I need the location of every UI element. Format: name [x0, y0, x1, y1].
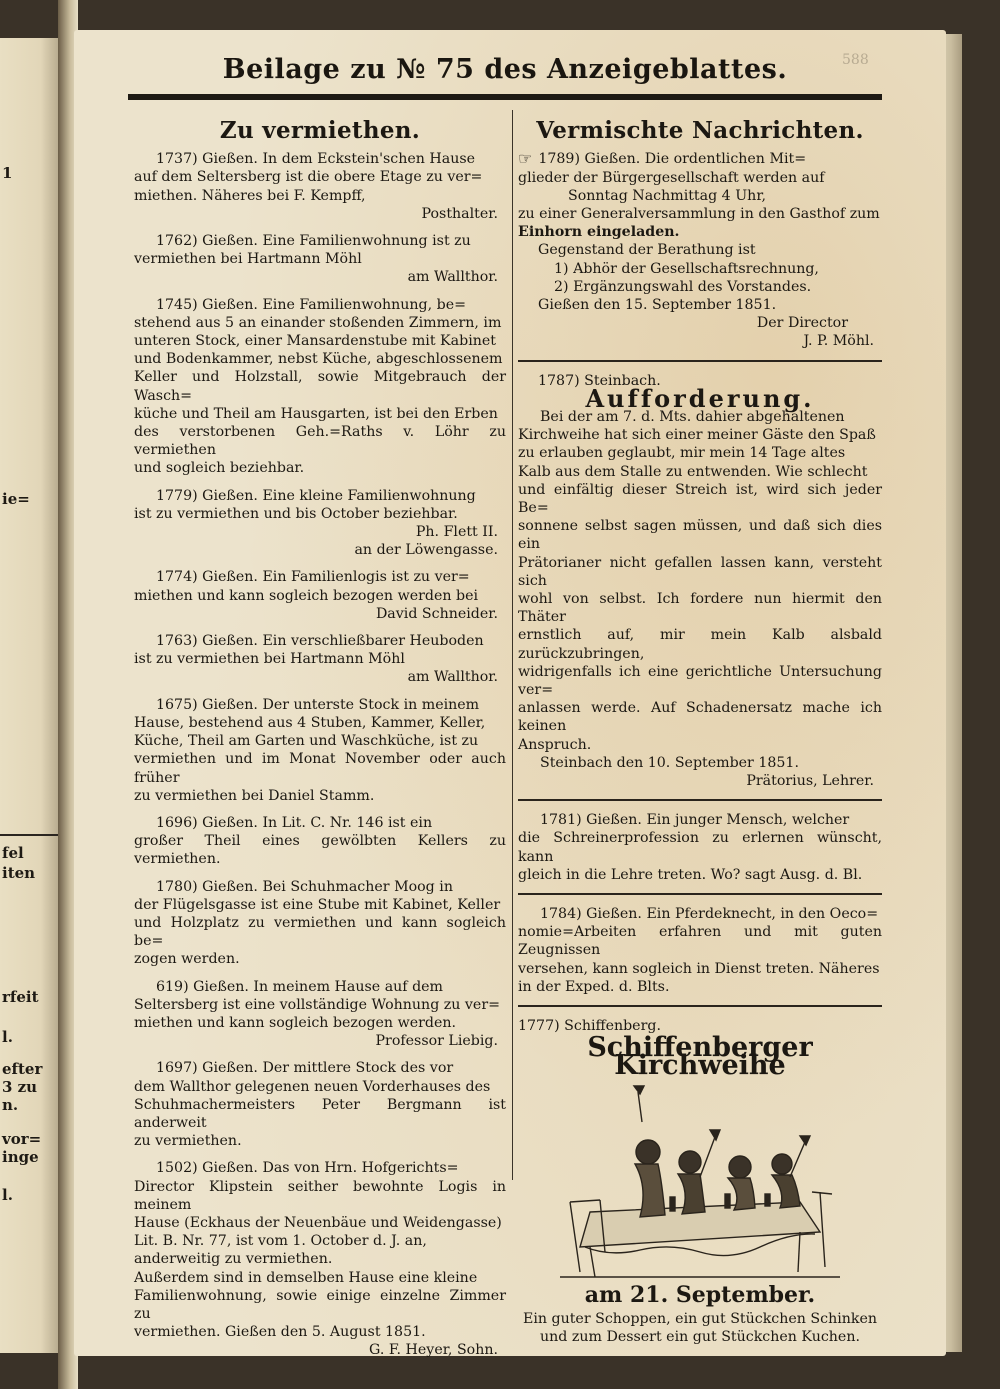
ad-line: 619) Gießen. In meinem Hause auf dem — [156, 978, 443, 995]
ad-line: Steinbach den 10. September 1851. — [540, 754, 799, 771]
prev-page-fragment: l. — [2, 1186, 13, 1204]
ad-line: Sonntag Nachmittag 4 Uhr, — [568, 187, 767, 204]
ad-line: miethen. Näheres bei F. Kempff, — [134, 187, 366, 204]
ad-number-place: 1787) Steinbach. — [538, 372, 661, 389]
prev-page-fragment: l. — [2, 1028, 13, 1046]
ad-line: Schuhmachermeisters Peter Bergmann ist anderweit — [134, 1096, 506, 1131]
ad-line: unteren Stock, einer Mansardenstube mit Kabinet — [134, 333, 496, 350]
ad-line: anlassen werde. Auf Schadenersatz mache ich keinen — [518, 700, 882, 735]
ad-line: die Schreinerprofession zu erlernen wünscht, kann — [518, 830, 882, 865]
ad-line: 1675) Gießen. Der unterste Stock in meinem — [156, 696, 480, 713]
ad-line: 1502) Gießen. Das von Hrn. Hofgerichts= — [156, 1160, 459, 1177]
ad-line: sonnene selbst sagen müssen, und daß sich dies ein — [518, 518, 882, 553]
ad-separator — [518, 360, 882, 362]
signature-line: Der Director — [756, 315, 848, 332]
ad-line: 1780) Gießen. Bei Schuhmacher Moog in — [156, 878, 453, 895]
ad-line: Küche, Theil am Garten und Waschküche, ist zu — [134, 733, 479, 750]
prev-page-fragment: fel — [2, 844, 24, 862]
ad-line: ☞ 1789) Gießen. Die ordentlichen Mit= — [518, 149, 807, 169]
ad-line: miethen und kann sogleich bezogen werden. — [134, 1014, 457, 1031]
ad-line: 1737) Gießen. In dem Eckstein'schen Hause — [156, 151, 476, 168]
ad-line: Hause (Eckhaus der Neuenbäue und Weidengasse) — [134, 1214, 502, 1231]
ad-line: wohl von selbst. Ich fordere nun hiermit den Thäter — [518, 590, 882, 626]
signature-line: J. P. Möhl. — [803, 333, 874, 350]
prev-page-fragment: efter — [2, 1060, 43, 1078]
ad-line: dem Wallthor gelegenen neuen Vorderhauses des — [134, 1078, 491, 1095]
ad-line: vermiethen. Gießen den 5. August 1851. — [134, 1324, 426, 1341]
prev-page-fragment: 3 zu — [2, 1078, 38, 1096]
column-divider — [512, 110, 513, 1180]
signature-line: an der Löwengasse. — [354, 542, 498, 559]
ad-line: Kalb aus dem Stalle zu entwenden. Wie schlecht — [518, 463, 868, 480]
ad-line: großer Theil eines gewölbten Kellers zu vermiethen. — [134, 833, 506, 868]
prev-page-fragment: 1 — [2, 164, 13, 182]
supplement-title: Beilage zu № 75 des Anzeigeblattes. — [222, 54, 788, 85]
prev-page-fragment: rfeit — [2, 988, 39, 1006]
prev-page-fragment: ie= — [2, 490, 30, 508]
ad-1787-body — [518, 408, 882, 772]
rental-ad — [134, 696, 506, 805]
ad-line: 1762) Gießen. Eine Familienwohnung ist zu — [156, 233, 471, 250]
rental-ad — [134, 632, 506, 687]
ad-line: Keller und Holzstall, sowie Mitgebrauch der Wasch= — [134, 369, 506, 404]
ad-line: auf dem Seltersberg ist die obere Etage zu ver= — [134, 169, 483, 186]
ad-1789 — [518, 150, 882, 350]
rental-ads-list — [134, 150, 506, 1359]
signature-line: Posthalter. — [421, 205, 498, 222]
ad-line: Gießen den 15. September 1851. — [538, 296, 777, 313]
signature-line: David Schneider. — [375, 605, 498, 622]
ad-line: küche und Theil am Hausgarten, ist bei den Erben — [134, 405, 498, 422]
ad-line: ist zu vermiethen und bis October beziehbar. — [134, 505, 458, 522]
ad-line: Familienwohnung, sowie einige einzelne Zimmer zu — [134, 1287, 506, 1322]
signature-line: am Wallthor. — [407, 669, 498, 686]
tavern-illustration — [550, 1082, 850, 1282]
ad-line: vermiethen bei Hartmann Möhl — [134, 251, 362, 268]
section-heading-vermischte-nachrichten: Vermischte Nachrichten. — [536, 117, 864, 144]
ad-line: und Bodenkammer, nebst Küche, abgeschlossenem — [134, 351, 503, 368]
ad-line: 1784) Gießen. Ein Pferdeknecht, in den Oeco= — [540, 906, 879, 923]
ad-line: und Holzplatz zu vermiethen und kann sogleich be= — [134, 914, 506, 950]
ad-line: anderweitig zu vermiethen. — [134, 1251, 333, 1268]
ad-line: 1781) Gießen. Ein junger Mensch, welcher — [540, 812, 850, 829]
ad-line: stehend aus 5 an einander stoßenden Zimmern, im — [134, 314, 502, 331]
rental-ad — [134, 1159, 506, 1359]
ad-line: zu vermiethen. — [134, 1133, 242, 1150]
ad-separator — [518, 893, 882, 895]
ad-line: Bei der am 7. d. Mts. dahier abgehaltenen — [540, 408, 845, 425]
ad-line: Lit. B. Nr. 77, ist vom 1. October d. J. an, — [134, 1233, 427, 1250]
ad-line: 1774) Gießen. Ein Familienlogis ist zu ver= — [156, 569, 470, 586]
ad-line: 1696) Gießen. In Lit. C. Nr. 146 ist ein — [156, 814, 433, 831]
kirchweihe-date: am 21. September. — [584, 1281, 816, 1308]
right-column — [518, 118, 882, 1355]
ad-title-aufforderung: Aufforderung. — [585, 383, 815, 413]
ad-line: 1745) Gießen. Eine Familienwohnung, be= — [156, 296, 467, 313]
ad-line: 2) Ergänzungswahl des Vorstandes. — [554, 278, 812, 295]
rental-ad — [134, 150, 506, 223]
ad-line: 1763) Gießen. Ein verschließbarer Heuboden — [156, 633, 484, 650]
ad-line: ernstlich auf, mir mein Kalb alsbald zurückzubringen, — [518, 627, 882, 662]
ad-separator — [518, 1005, 882, 1007]
ad-line: 1697) Gießen. Der mittlere Stock des vor — [156, 1060, 454, 1077]
ad-line: Anspruch. — [518, 736, 592, 753]
ad-line: ist zu vermiethen bei Hartmann Möhl — [134, 651, 405, 668]
ad-line: und zum Dessert ein gut Stückchen Kuchen. — [540, 1329, 860, 1346]
ad-1777 — [518, 1017, 882, 1346]
prev-page-fragment: n. — [2, 1096, 19, 1114]
ad-line: Kirchweihe hat sich einer meiner Gäste den Spaß — [518, 427, 876, 444]
ad-line: glieder der Bürgergesellschaft werden auf — [518, 169, 825, 186]
prev-page-fragment: iten — [2, 864, 36, 882]
prev-page-fragment: vor= — [2, 1130, 42, 1148]
ad-line: zu vermiethen bei Daniel Stamm. — [134, 787, 375, 804]
ad-1787 — [518, 372, 882, 791]
prev-page-rule — [0, 834, 58, 836]
signature-line: Prätorius, Lehrer. — [746, 773, 874, 790]
ad-line: gleich in die Lehre treten. Wo? sagt Ausg. d. Bl. — [518, 866, 863, 883]
ad-line: der Flügelsgasse ist eine Stube mit Kabinet, Keller — [134, 896, 501, 913]
signature-line: Professor Liebig. — [375, 1033, 498, 1050]
ad-line: nomie=Arbeiten erfahren und mit guten Zeugnissen — [518, 924, 882, 959]
rental-ad — [134, 1059, 506, 1150]
header-rule — [128, 94, 882, 100]
rental-ad — [134, 296, 506, 478]
ad-separator — [518, 799, 882, 801]
ad-line: Hause, bestehend aus 4 Stuben, Kammer, Keller, — [134, 714, 486, 731]
ad-1784 — [518, 905, 882, 996]
rental-ad — [134, 814, 506, 869]
rental-ad — [134, 487, 506, 560]
ad-line: versehen, kann sogleich in Dienst treten. Näheres — [518, 960, 880, 977]
pointing-hand-icon: ☞ — [518, 149, 533, 169]
ad-line: miethen und kann sogleich bezogen werden bei — [134, 587, 479, 604]
ad-line: widrigenfalls ich eine gerichtliche Untersuchung ver= — [518, 663, 882, 698]
ad-line: und einfältig dieser Streich ist, wird sich jeder Be= — [518, 481, 882, 516]
left-column — [134, 118, 506, 1369]
rental-ad — [134, 568, 506, 623]
ad-line: vermiethen und im Monat November oder auch früher — [134, 751, 506, 786]
signature-line: G. F. Heyer, Sohn. — [369, 1342, 498, 1359]
ad-line: 1) Abhör der Gesellschaftsrechnung, — [554, 260, 819, 277]
ad-line: Ein guter Schoppen, ein gut Stückchen Schinken — [522, 1310, 878, 1327]
signature-line: am Wallthor. — [407, 269, 498, 286]
ad-number-place: 1777) Schiffenberg. — [518, 1018, 661, 1035]
ad-line: in der Exped. d. Blts. — [518, 978, 670, 995]
rental-ad — [134, 232, 506, 287]
rental-ad — [134, 978, 506, 1051]
ad-line: zu einer Generalversammlung in den Gasthof zum — [518, 205, 880, 222]
ad-line: Einhorn eingeladen. — [518, 224, 680, 241]
prev-page-fragment: inge — [2, 1148, 39, 1166]
kirchweihe-title: Schiffenberger Kirchweihe — [587, 1032, 813, 1082]
ad-line: des verstorbenen Geh.=Raths v. Löhr zu vermiethen — [134, 424, 506, 459]
ad-line: Director Klipstein seither bewohnte Logis in meinem — [134, 1178, 506, 1213]
ad-line: zu erlauben geglaubt, mir mein 14 Tage altes — [518, 445, 846, 462]
rental-ad — [134, 878, 506, 969]
ad-line: Seltersberg ist eine vollständige Wohnung zu ver= — [134, 996, 500, 1013]
ad-line: zogen werden. — [134, 951, 240, 968]
ad-line: Prätorianer nicht gefallen lassen kann, versteht sich — [518, 554, 882, 589]
ad-1781 — [518, 811, 882, 884]
signature-line: Ph. Flett II. — [415, 524, 498, 541]
previous-page-edge — [0, 38, 58, 1353]
ad-line: und sogleich beziehbar. — [134, 460, 305, 477]
ad-line: Gegenstand der Berathung ist — [538, 242, 756, 259]
ad-line: Außerdem sind in demselben Hause eine kleine — [134, 1269, 478, 1286]
section-heading-zu-vermiethen: Zu vermiethen. — [219, 117, 421, 144]
ad-line: 1779) Gießen. Eine kleine Familienwohnung — [156, 487, 476, 504]
page-number: 588 — [842, 52, 869, 68]
